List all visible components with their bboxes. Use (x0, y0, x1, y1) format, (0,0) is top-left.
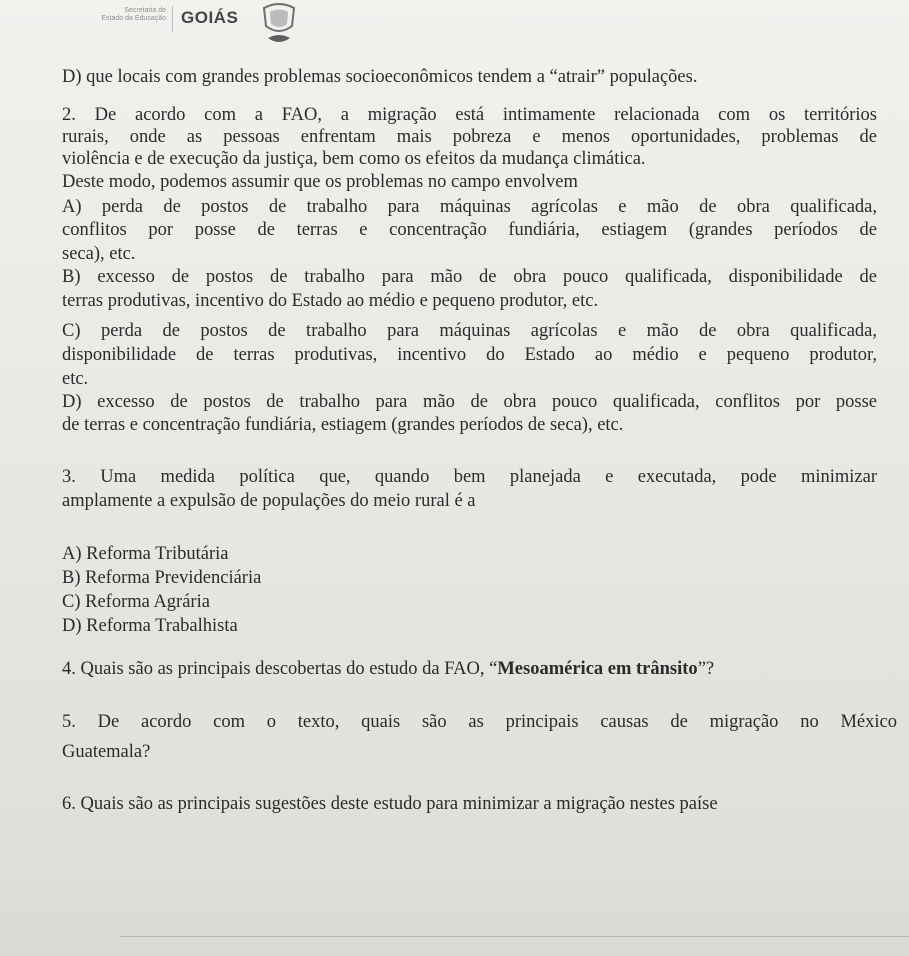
q2-option-a-line-2: conflitos por posse de terras e concentração fundiária, estiagem (grandes períodos de (62, 220, 877, 240)
q3-option-c: C) Reforma Agrária (62, 592, 210, 612)
q2-line-1: 2. De acordo com a FAO, a migração está intimamente relacionada com os territórios (62, 105, 877, 125)
page-header (0, 0, 909, 56)
header-divider (172, 6, 173, 32)
q3-option-d: D) Reforma Trabalhista (62, 616, 238, 636)
q3-line-2: amplamente a expulsão de populações do meio rural é a (62, 491, 476, 511)
page-shadow (0, 876, 909, 956)
page-edge-line (120, 936, 909, 937)
secretaria-line-1: Secretaria de (124, 7, 166, 14)
q2-option-b-line-1: B) excesso de postos de trabalho para mão de obra pouco qualificada, disponibilidade de (62, 267, 877, 287)
secretaria-line-2: Estado da Educação (101, 15, 166, 22)
q2-option-d-line-1: D) excesso de postos de trabalho para mão de obra pouco qualificada, conflitos por posse (62, 392, 877, 412)
goias-brand: GOIÁS (181, 8, 239, 27)
q3-line-1: 3. Uma medida política que, quando bem planejada e executada, pode minimizar (62, 467, 877, 487)
q2-option-c-line-1: C) perda de postos de trabalho para máquinas agrícolas e mão de obra qualificada, (62, 321, 877, 341)
q2-line-2: rurais, onde as pessoas enfrentam mais pobreza e menos oportunidades, problemas de (62, 127, 877, 147)
q6-question: 6. Quais são as principais sugestões deste estudo para minimizar a migração nestes paíse (62, 794, 718, 814)
q4-prefix: 4. Quais são as principais descobertas do estudo da FAO, “ (62, 659, 498, 679)
q3-option-b: B) Reforma Previdenciária (62, 568, 262, 588)
q2-option-a-line-1: A) perda de postos de trabalho para máquinas agrícolas e mão de obra qualificada, (62, 197, 877, 217)
secretaria-label (30, 7, 166, 23)
q5-line-2: Guatemala? (62, 742, 151, 762)
q2-option-c-line-3: etc. (62, 369, 89, 389)
q2-line-3: violência e de execução da justiça, bem como os efeitos da mudança climática. (62, 149, 646, 169)
q2-option-c-line-2: disponibilidade de terras produtivas, incentivo do Estado ao médio e pequeno produtor, (62, 345, 877, 365)
goias-crest-icon (256, 2, 302, 48)
q2-line-4: Deste modo, podemos assumir que os problemas no campo envolvem (62, 172, 578, 192)
q2-option-a-line-3: seca), etc. (62, 244, 136, 264)
q2-option-b-line-2: terras produtivas, incentivo do Estado ao médio e pequeno produtor, etc. (62, 291, 599, 311)
q5-line-1: 5. De acordo com o texto, quais são as principais causas de migração no México (62, 712, 897, 732)
q3-option-a: A) Reforma Tributária (62, 544, 229, 564)
q4-suffix: ”? (697, 659, 715, 679)
q4-study-title: Mesoamérica em trânsito (497, 659, 698, 679)
q4-question (62, 658, 714, 680)
q2-option-d-line-2: de terras e concentração fundiária, estiagem (grandes períodos de seca), etc. (62, 415, 624, 435)
q1-option-d: D) que locais com grandes problemas socioeconômicos tendem a “atrair” populações. (62, 67, 698, 87)
